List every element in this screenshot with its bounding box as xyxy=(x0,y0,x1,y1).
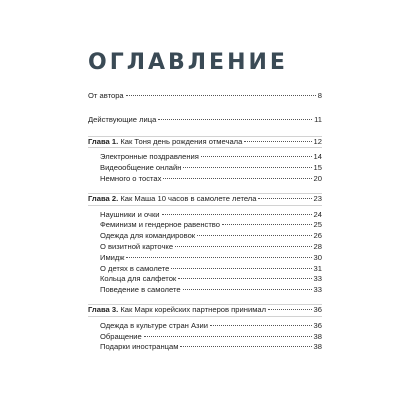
toc-page-number: 28 xyxy=(313,241,322,251)
toc-section[interactable] xyxy=(88,285,322,296)
spacer xyxy=(88,102,322,115)
toc-section-title: Феминизм и гендерное равенство xyxy=(100,220,220,230)
toc-section-title: Одежда в культуре стран Азии xyxy=(100,320,209,330)
toc-section[interactable] xyxy=(88,220,322,231)
toc-page-number: 23 xyxy=(313,193,322,203)
chapter-title: Как Тоня день рождения отмечала xyxy=(120,136,243,146)
chapter-prefix: Глава 2. xyxy=(88,193,119,203)
toc-entry-title: От автора xyxy=(88,91,124,100)
toc-page-number: 38 xyxy=(313,331,322,341)
leader-dots xyxy=(175,246,311,247)
toc-page-number: 12 xyxy=(313,136,322,146)
leader-dots xyxy=(222,224,312,225)
leader-dots xyxy=(144,336,312,337)
toc-section[interactable] xyxy=(88,264,322,275)
toc-section-title: Поведение в самолете xyxy=(100,285,181,295)
toc-section-title: Кольца для салфеток xyxy=(100,274,177,284)
chapter-title: Как Марк корейских партнеров принимал xyxy=(120,304,267,314)
toc-section-title: Немного о тостах xyxy=(100,173,162,183)
chapter-group-2 xyxy=(88,193,322,296)
toc-section[interactable] xyxy=(88,253,322,264)
spacer xyxy=(88,126,322,136)
toc-page-number: 36 xyxy=(313,304,322,314)
leader-dots xyxy=(244,141,311,142)
leader-dots xyxy=(163,178,311,179)
toc-page-number: 33 xyxy=(313,274,322,284)
toc-section[interactable] xyxy=(88,321,322,332)
toc-page-number: 24 xyxy=(313,209,322,219)
toc-entry-characters[interactable] xyxy=(88,115,322,126)
toc-section[interactable] xyxy=(88,174,322,185)
toc-page-number: 15 xyxy=(313,163,322,173)
chapter-prefix: Глава 1. xyxy=(88,136,119,146)
toc-page-number: 20 xyxy=(313,173,322,183)
toc-page-number: 30 xyxy=(313,252,322,262)
spacer xyxy=(88,185,322,193)
toc-page-number: 25 xyxy=(313,220,322,230)
toc-chapter-title xyxy=(88,137,242,148)
toc-entry-title: Действующие лица xyxy=(88,114,157,124)
toc-chapter-title xyxy=(88,194,256,205)
leader-dots xyxy=(126,95,316,96)
toc-section[interactable] xyxy=(88,242,322,253)
leader-dots xyxy=(158,119,312,120)
toc-page-number: 8 xyxy=(317,91,322,100)
toc-entry-author-note[interactable] xyxy=(88,91,322,102)
toc-section[interactable] xyxy=(88,163,322,174)
toc-section[interactable] xyxy=(88,210,322,221)
chapter-prefix: Глава 3. xyxy=(88,304,119,314)
leader-dots xyxy=(210,325,312,326)
toc-section-title: Подарки иностранцам xyxy=(100,342,179,352)
leader-dots xyxy=(183,167,311,168)
leader-dots xyxy=(171,268,311,269)
chapter-title: Как Маша 10 часов в самолете летела xyxy=(120,193,257,203)
toc-section[interactable] xyxy=(88,274,322,285)
toc-section[interactable] xyxy=(88,332,322,343)
toc-section-title: О детях в самолете xyxy=(100,263,170,273)
leader-dots xyxy=(126,257,311,258)
toc-section-title: О визитной карточке xyxy=(100,241,174,251)
chapter-group-3 xyxy=(88,304,322,353)
leader-dots xyxy=(183,289,312,290)
leader-dots xyxy=(162,214,312,215)
toc-page-number: 31 xyxy=(313,263,322,273)
table-of-contents xyxy=(88,91,322,353)
toc-section-title: Обращение xyxy=(100,331,142,341)
leader-dots xyxy=(180,346,311,347)
toc-page-number: 26 xyxy=(313,231,322,241)
toc-page-number: 11 xyxy=(314,114,322,124)
spacer xyxy=(88,296,322,304)
toc-section[interactable] xyxy=(88,342,322,353)
toc-section[interactable] xyxy=(88,231,322,242)
toc-section-title: Электронные поздравления xyxy=(100,152,199,162)
toc-page-number: 36 xyxy=(313,320,322,330)
toc-section-title: Наушники и очки xyxy=(100,209,160,219)
page-title: ОГЛАВЛЕНИЕ xyxy=(88,50,288,75)
toc-page-number: 33 xyxy=(313,285,322,295)
toc-section-title: Видеообщение онлайн xyxy=(100,163,182,173)
toc-page-number: 38 xyxy=(313,342,322,352)
leader-dots xyxy=(197,235,311,236)
toc-section-title: Одежда для командировок xyxy=(100,231,196,241)
toc-chapter-title xyxy=(88,305,266,316)
leader-dots xyxy=(201,156,312,157)
leader-dots xyxy=(258,198,311,199)
toc-chapter-1[interactable] xyxy=(88,136,322,149)
chapter-group-1 xyxy=(88,136,322,185)
leader-dots xyxy=(268,309,311,310)
toc-section-title: Имидж xyxy=(100,252,125,262)
leader-dots xyxy=(178,278,311,279)
toc-section[interactable] xyxy=(88,152,322,163)
toc-page-number: 14 xyxy=(313,152,322,162)
toc-chapter-3[interactable] xyxy=(88,304,322,317)
toc-chapter-2[interactable] xyxy=(88,193,322,206)
